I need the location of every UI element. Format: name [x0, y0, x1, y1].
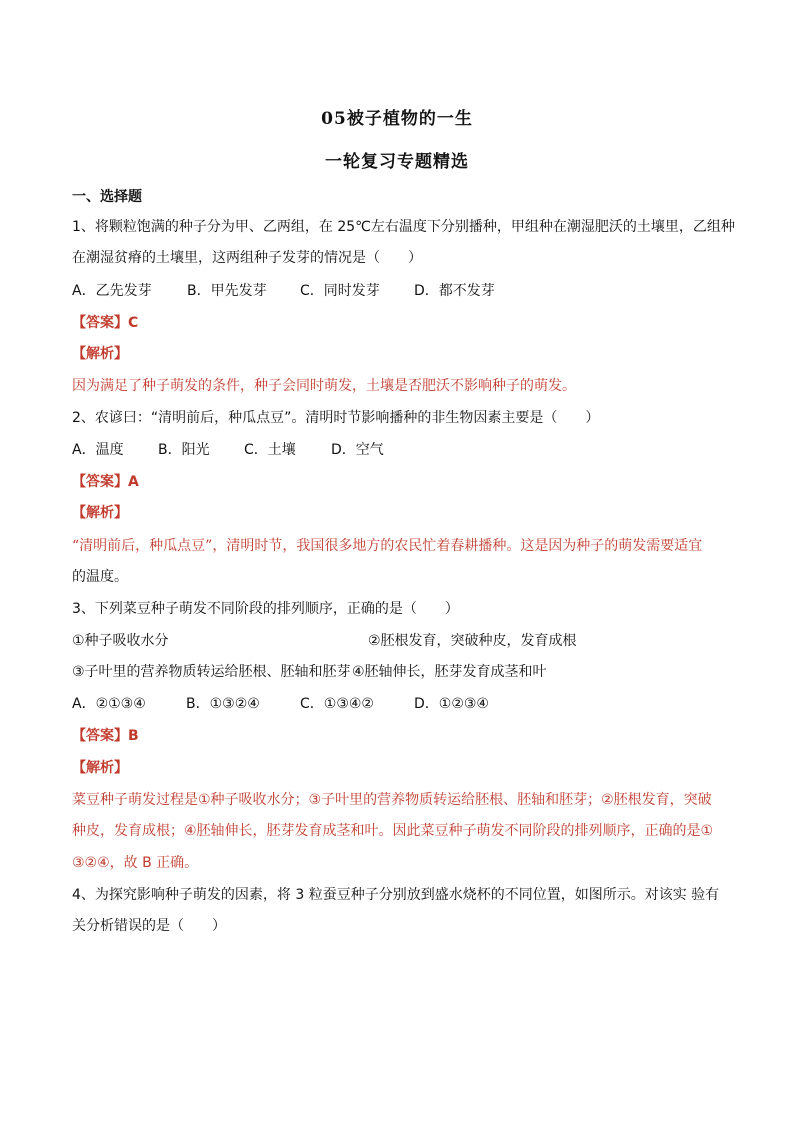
- q1-analysis-label: 【解析】: [72, 346, 128, 362]
- q3-analysis-label: 【解析】: [72, 760, 128, 776]
- q3-analysis-line2: 种皮，发育成根；④胚轴伸长，胚芽发育成茎和叶。因此菜豆种子萌发不同阶段的排列顺序，正确的是①: [72, 823, 714, 839]
- page-subtitle: 一轮复习专题精选: [325, 152, 469, 172]
- page-title: 05被子植物的一生: [321, 109, 473, 129]
- q3-option-c: C．①③④②: [300, 696, 374, 712]
- q2-option-d: D．空气: [331, 442, 384, 458]
- q3-analysis-line3: ③②④，故 B 正确。: [72, 855, 199, 871]
- q2-options: [72, 440, 732, 460]
- q3-answer: 【答案】B: [72, 728, 139, 744]
- q1-option-d: D．都不发芽: [414, 283, 495, 299]
- q2-stem: 2、农谚曰：“清明前后，种瓜点豆”。清明时节影响播种的非生物因素主要是（ ）: [72, 410, 600, 426]
- q2-analysis-line1: “清明前后，种瓜点豆”，清明时节，我国很多地方的农民忙着春耕播种。这是因为种子的萌发需要适宜: [72, 538, 703, 554]
- q2-analysis-label: 【解析】: [72, 505, 128, 521]
- section-heading: 一、选择题: [72, 189, 142, 205]
- q3-stage-3: ③子叶里的营养物质转运给胚根、胚轴和胚芽: [72, 664, 351, 680]
- q2-analysis-line2: 的温度。: [72, 569, 128, 585]
- q1-analysis: 因为满足了种子萌发的条件，种子会同时萌发，土壤是否肥沃不影响种子的萌发。: [72, 378, 576, 394]
- q3-option-d: D．①②③④: [414, 696, 489, 712]
- q1-stem-line1: 1、将颗粒饱满的种子分为甲、乙两组，在 25℃左右温度下分别播种，甲组种在潮湿肥沃的土壤里，乙组种: [72, 219, 735, 235]
- q1-answer: 【答案】C: [72, 315, 139, 331]
- q1-stem-line2: 在潮湿贫瘠的土壤里，这两组种子发芽的情况是（ ）: [72, 250, 422, 266]
- q1-option-b: B．甲先发芽: [187, 283, 267, 299]
- q2-option-b: B．阳光: [158, 442, 210, 458]
- q3-option-b: B．①③②④: [186, 696, 260, 712]
- q1-option-a: A．乙先发芽: [72, 283, 152, 299]
- q2-option-c: C．土壤: [244, 442, 296, 458]
- q1-option-c: C．同时发芽: [300, 283, 380, 299]
- q3-stages-row1: [72, 631, 732, 651]
- q2-option-a: A．温度: [72, 442, 124, 458]
- q3-stage-1: ①种子吸收水分: [72, 633, 169, 649]
- q3-stages-row2: [72, 662, 732, 682]
- q3-stem: 3、下列菜豆种子萌发不同阶段的排列顺序，正确的是（ ）: [72, 601, 459, 617]
- q4-stem-line1: 4、为探究影响种子萌发的因素，将 3 粒蚕豆种子分别放到盛水烧杯的不同位置，如图所示。对该实 验有: [72, 887, 720, 903]
- q4-stem-line2: 关分析错误的是（ ）: [72, 918, 226, 934]
- q1-options: [72, 281, 732, 301]
- q3-stage-4: ④胚轴伸长，胚芽发育成茎和叶: [352, 664, 547, 680]
- q2-answer: 【答案】A: [72, 474, 139, 490]
- q3-analysis-line1: 菜豆种子萌发过程是①种子吸收水分；③子叶里的营养物质转运给胚根、胚轴和胚芽；②胚根发育，突破: [72, 792, 712, 808]
- q3-options: [72, 694, 732, 714]
- q3-stage-2: ②胚根发育，突破种皮，发育成根: [368, 633, 577, 649]
- q3-option-a: A．②①③④: [72, 696, 146, 712]
